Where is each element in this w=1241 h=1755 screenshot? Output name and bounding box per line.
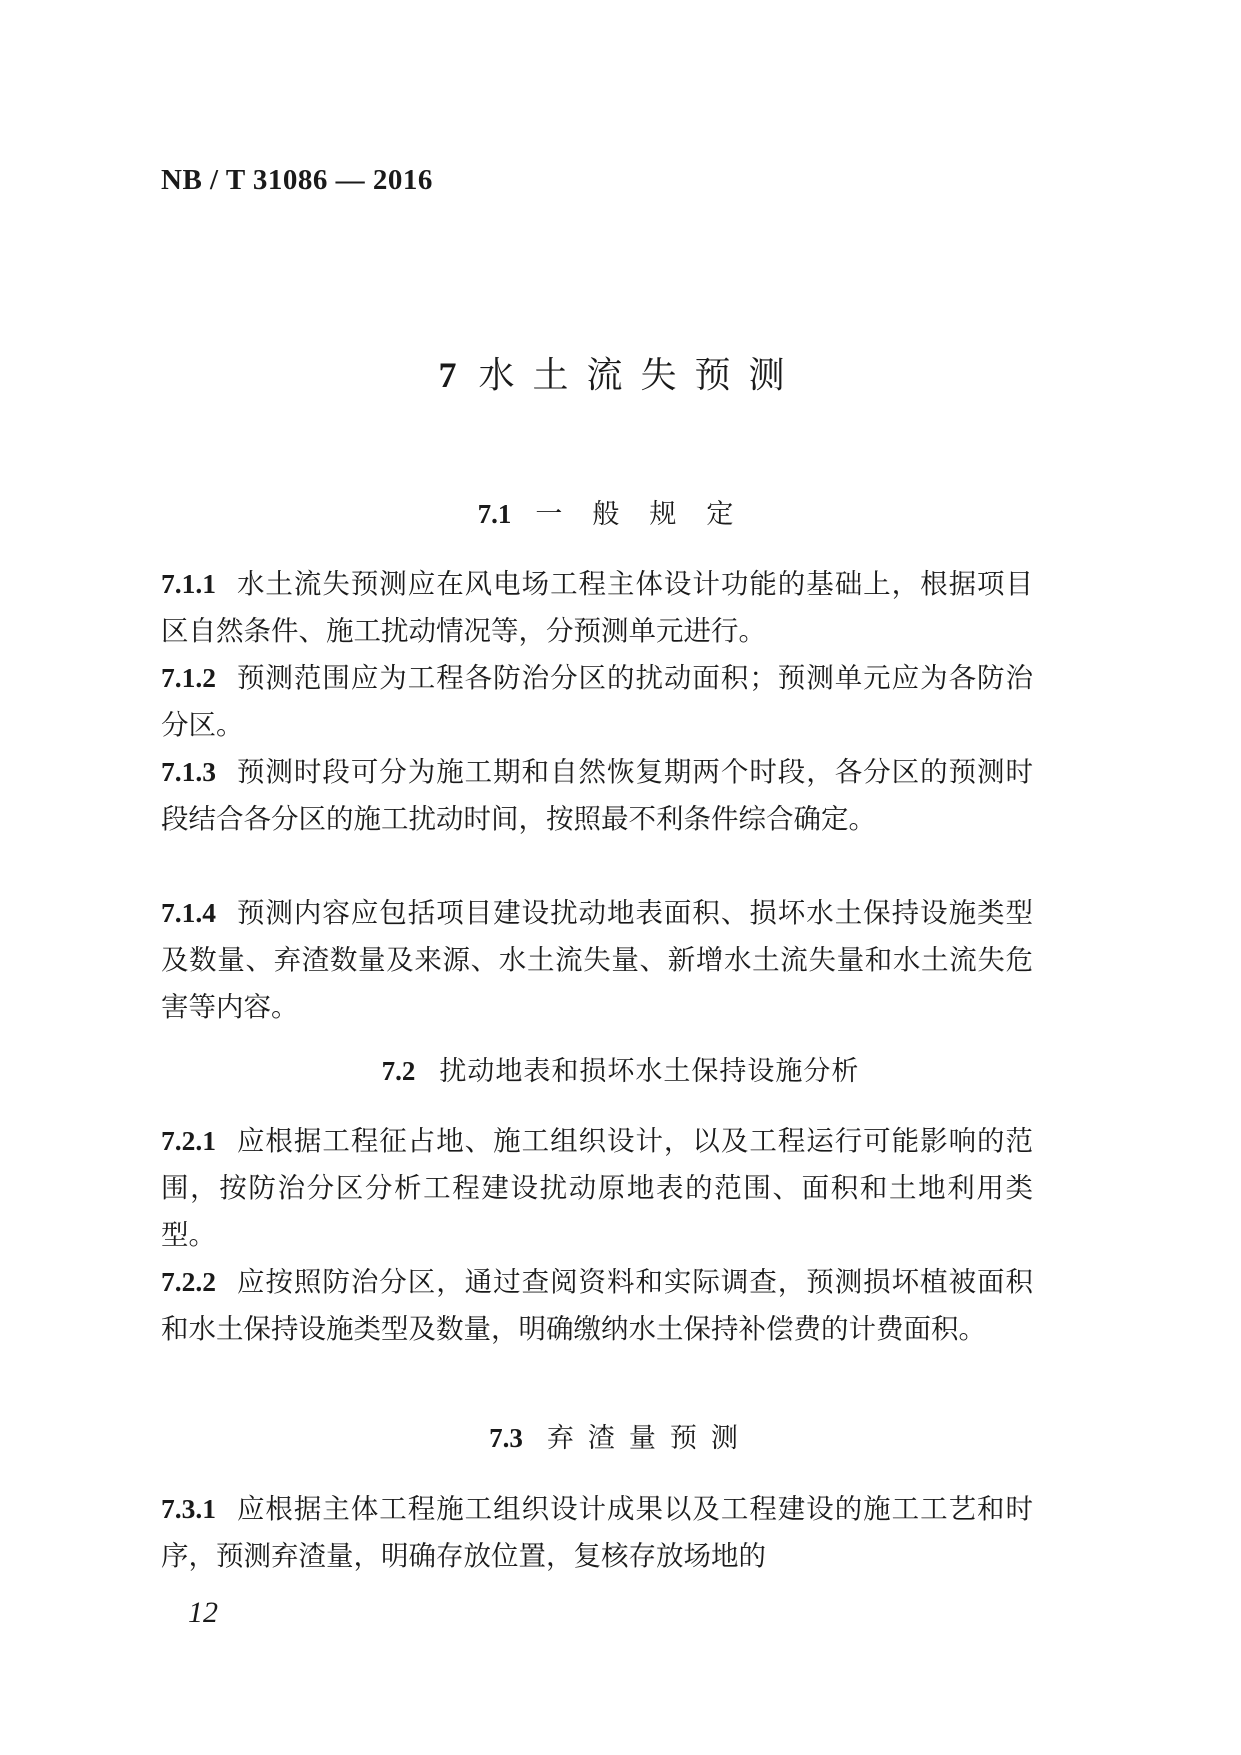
clause-text: 水土流失预测应在风电场工程主体设计功能的基础上，根据项目区自然条件、施工扰动情况等，分预测单元进行。 <box>161 568 1033 647</box>
clause-7-2-2 <box>161 1258 1033 1353</box>
section-number: 7.2 <box>381 1056 416 1086</box>
clause-text: 应按照防治分区，通过查阅资料和实际调查，预测损坏植被面积和水土保持设施类型及数量，明确缴纳水土保持补偿费的计费面积。 <box>161 1266 1033 1345</box>
chapter-title-text: 水土流失预测 <box>478 355 803 396</box>
section-number: 7.1 <box>477 499 512 529</box>
section-title-7-1 <box>0 494 1241 535</box>
clause-number: 7.1.4 <box>161 897 216 928</box>
clause-text: 预测内容应包括项目建设扰动地表面积、损坏水土保持设施类型及数量、弃渣数量及来源、水土流失量、新增水土流失量和水土流失危害等内容。 <box>161 897 1033 1023</box>
standard-code: NB / T 31086 — 2016 <box>161 164 433 196</box>
clause-text: 应根据主体工程施工组织设计成果以及工程建设的施工工艺和时序，预测弃渣量，明确存放位置，复核存放场地的 <box>161 1493 1033 1572</box>
clause-number: 7.2.1 <box>161 1125 216 1156</box>
section-number: 7.3 <box>489 1423 523 1453</box>
clause-number: 7.1.3 <box>161 756 216 787</box>
clause-text: 应根据工程征占地、施工组织设计，以及工程运行可能影响的范围，按防治分区分析工程建设扰动原地表的范围、面积和土地利用类型。 <box>161 1125 1033 1251</box>
section-title-7-2 <box>0 1051 1241 1092</box>
clause-number: 7.2.2 <box>161 1266 216 1297</box>
clause-text: 预测时段可分为施工期和自然恢复期两个时段，各分区的预测时段结合各分区的施工扰动时间，按照最不利条件综合确定。 <box>161 756 1033 835</box>
clause-text: 预测范围应为工程各防治分区的扰动面积；预测单元应为各防治分区。 <box>161 662 1033 741</box>
section-title-text: 弃渣量预测 <box>546 1423 752 1454</box>
section-title-text: 扰动地表和损坏水土保持设施分析 <box>439 1056 860 1087</box>
page-number: 12 <box>188 1596 218 1629</box>
clause-7-1-1 <box>161 560 1033 655</box>
clause-7-1-2 <box>161 654 1033 749</box>
section-title-7-3 <box>0 1418 1241 1459</box>
section-title-text: 一般规定 <box>535 499 764 530</box>
chapter-number: 7 <box>438 355 457 395</box>
chapter-title <box>0 350 1241 401</box>
clause-number: 7.1.2 <box>161 662 216 693</box>
clause-7-3-1 <box>161 1485 1033 1580</box>
clause-7-1-4 <box>161 889 1033 1031</box>
clause-number: 7.3.1 <box>161 1493 216 1524</box>
clause-7-1-3 <box>161 748 1033 843</box>
clause-7-2-1 <box>161 1117 1033 1259</box>
clause-number: 7.1.1 <box>161 568 216 599</box>
